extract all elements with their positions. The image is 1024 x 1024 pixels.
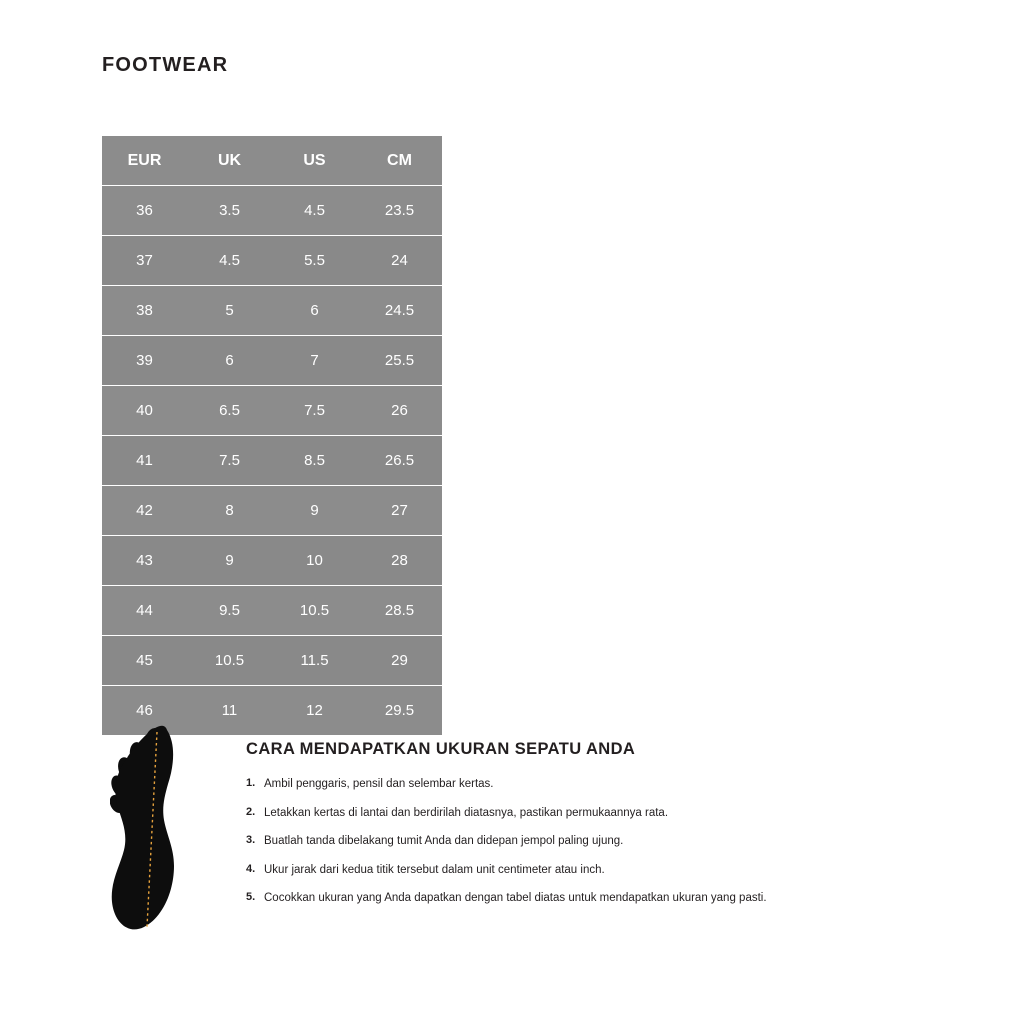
cell-eur: 37 [102,236,187,286]
list-item [246,834,866,850]
cell-eur: 38 [102,286,187,336]
table-row [102,486,442,536]
cell-cm: 29.5 [357,686,442,736]
cell-cm: 26 [357,386,442,436]
cell-us: 11.5 [272,636,357,686]
cell-uk: 9 [187,536,272,586]
list-item [246,863,866,879]
cell-uk: 6.5 [187,386,272,436]
list-item [246,777,866,793]
cell-eur: 36 [102,186,187,236]
cell-us: 7 [272,336,357,386]
cell-us: 6 [272,286,357,336]
step-text: Ukur jarak dari kedua titik tersebut dalam unit centimeter atau inch. [264,863,605,876]
cell-us: 9 [272,486,357,536]
table-row [102,586,442,636]
cell-eur: 42 [102,486,187,536]
cell-uk: 8 [187,486,272,536]
howto-step-list [246,777,866,907]
cell-uk: 3.5 [187,186,272,236]
cell-us: 5.5 [272,236,357,286]
table-row [102,336,442,386]
step-text: Cocokkan ukuran yang Anda dapatkan dengan tabel diatas untuk mendapatkan ukuran yang pasti. [264,892,767,905]
step-number: 3. [246,834,256,847]
table-body [102,186,442,736]
cell-us: 4.5 [272,186,357,236]
cell-eur: 44 [102,586,187,636]
table-row [102,236,442,286]
cell-eur: 39 [102,336,187,386]
foot-silhouette-shape [110,726,174,930]
step-text: Ambil penggaris, pensil dan selembar kertas. [264,778,494,790]
cell-us: 12 [272,686,357,736]
cell-cm: 28 [357,536,442,586]
cell-eur: 46 [102,686,187,736]
cell-us: 10 [272,536,357,586]
list-item [246,891,866,907]
size-chart-table [102,136,442,736]
list-item [246,806,866,822]
table-header-row [102,136,442,186]
cell-cm: 27 [357,486,442,536]
cell-eur: 41 [102,436,187,486]
table-row [102,536,442,586]
cell-us: 10.5 [272,586,357,636]
step-number: 1. [246,777,256,789]
step-text: Letakkan kertas di lantai dan berdirilah diatasnya, pastikan permukaannya rata. [264,806,669,819]
cell-eur: 45 [102,636,187,686]
cell-cm: 24 [357,236,442,286]
cell-cm: 23.5 [357,186,442,236]
column-header-eur: EUR [102,136,187,186]
table-row [102,436,442,486]
cell-uk: 5 [187,286,272,336]
cell-uk: 10.5 [187,636,272,686]
cell-uk: 7.5 [187,436,272,486]
step-number: 2. [246,805,256,818]
howto-section [246,740,866,920]
cell-cm: 26.5 [357,436,442,486]
cell-uk: 6 [187,336,272,386]
step-number: 4. [246,862,256,875]
table-row [102,636,442,686]
table-row [102,386,442,436]
cell-eur: 43 [102,536,187,586]
cell-us: 8.5 [272,436,357,486]
table-row [102,286,442,336]
table-row [102,186,442,236]
cell-uk: 11 [187,686,272,736]
howto-title: CARA MENDAPATKAN UKURAN SEPATU ANDA [246,740,636,758]
page-title: FOOTWEAR [102,54,229,76]
step-text: Buatlah tanda dibelakang tumit Anda dan didepan jempol paling ujung. [264,835,624,848]
table-header [102,136,442,186]
step-number: 5. [246,891,256,904]
column-header-uk: UK [187,136,272,186]
foot-measure-illustration [110,722,220,937]
cell-uk: 9.5 [187,586,272,636]
cell-cm: 29 [357,636,442,686]
column-header-us: US [272,136,357,186]
cell-cm: 28.5 [357,586,442,636]
cell-us: 7.5 [272,386,357,436]
cell-eur: 40 [102,386,187,436]
column-header-cm: CM [357,136,442,186]
cell-cm: 25.5 [357,336,442,386]
cell-cm: 24.5 [357,286,442,336]
cell-uk: 4.5 [187,236,272,286]
